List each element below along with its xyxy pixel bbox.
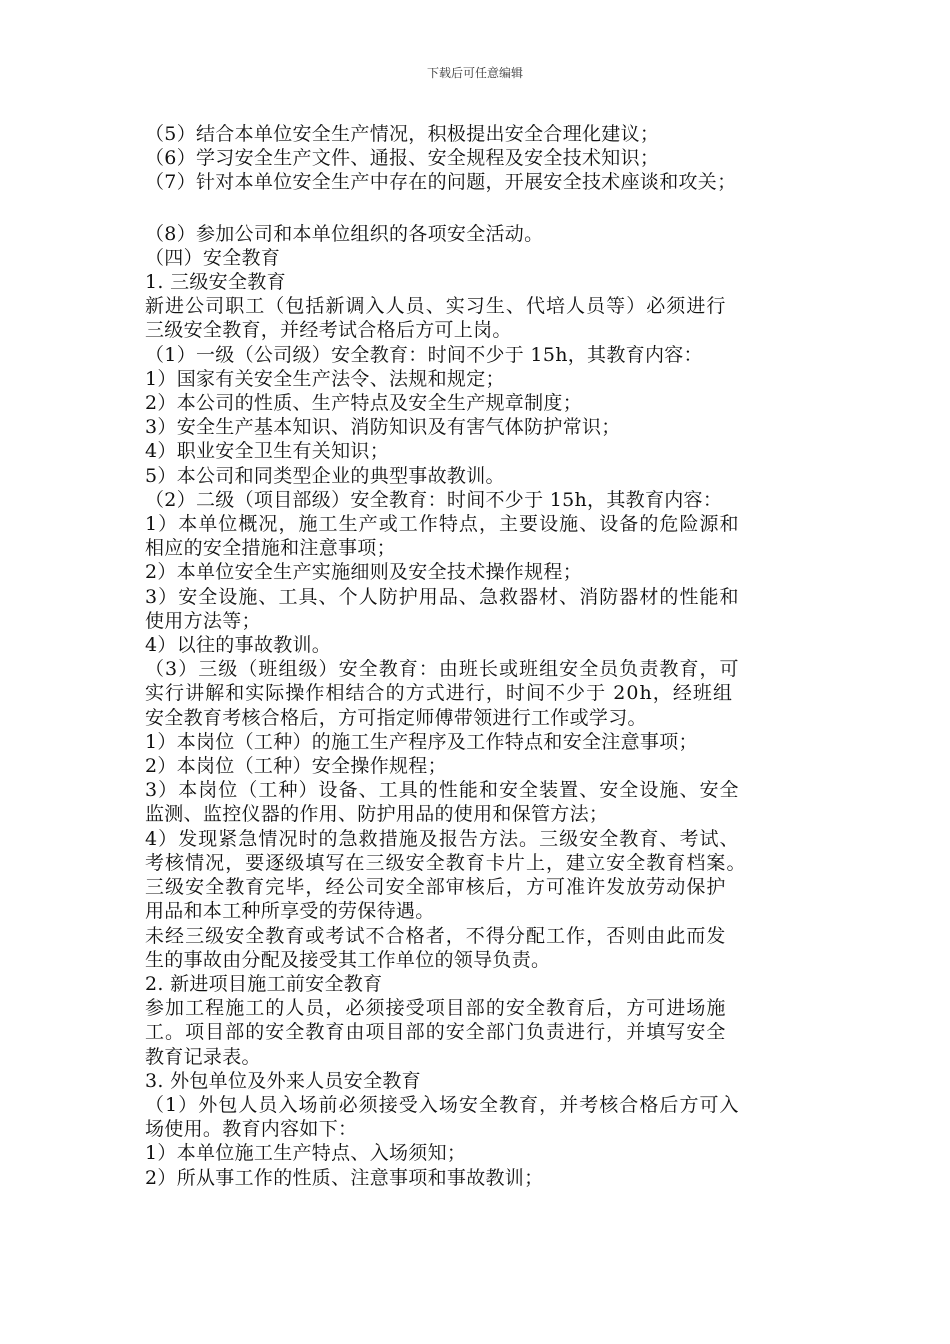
body-line: 新进公司职工（包括新调入人员、实习生、代培人员等）必须进行 bbox=[145, 295, 727, 318]
body-line: 实行讲解和实际操作相结合的方式进行，时间不少于 20h，经班组 bbox=[145, 682, 734, 705]
body-line: 生的事故由分配及接受其工作单位的领导负责。 bbox=[145, 948, 551, 971]
body-line: 考核情况，要逐级填写在三级安全教育卡片上，建立安全教育档案。 bbox=[145, 851, 747, 874]
list-item: 1）本岗位（工种）的施工生产程序及工作特点和安全注意事项； bbox=[145, 730, 698, 753]
list-item: 1）本单位施工生产特点、入场须知； bbox=[145, 1142, 467, 1165]
list-item: 2）本单位安全生产实施细则及安全技术操作规程； bbox=[145, 561, 582, 584]
list-item: 3）本岗位（工种）设备、工具的性能和安全装置、安全设施、安全 bbox=[145, 779, 740, 802]
list-item: 4）发现紧急情况时的急救措施及报告方法。三级安全教育、考试、 bbox=[145, 827, 740, 850]
body-line: （5）结合本单位安全生产情况，积极提出安全合理化建议； bbox=[145, 123, 660, 145]
body-line: 三级安全教育完毕，经公司安全部审核后，方可准许发放劳动保护 bbox=[145, 876, 727, 899]
body-line: 参加工程施工的人员，必须接受项目部的安全教育后，方可进场施 bbox=[145, 997, 727, 1020]
body-line: （2）二级（项目部级）安全教育：时间不少于 15h，其教育内容： bbox=[145, 488, 723, 511]
subsection-heading: 2. 新进项目施工前安全教育 bbox=[145, 972, 383, 995]
list-item: 1）本单位概况，施工生产或工作特点，主要设施、设备的危险源和 bbox=[145, 513, 740, 536]
list-item: 5）本公司和同类型企业的典型事故教训。 bbox=[145, 464, 505, 487]
list-item-continued: 使用方法等； bbox=[145, 609, 261, 632]
list-item-continued: 监测、监控仪器的作用、防护用品的使用和保管方法； bbox=[145, 803, 609, 826]
list-item-continued: 相应的安全措施和注意事项； bbox=[145, 537, 396, 560]
body-line: 工。项目部的安全教育由项目部的安全部门负责进行，并填写安全 bbox=[145, 1021, 727, 1044]
body-line: 用品和本工种所享受的劳保待遇。 bbox=[145, 900, 435, 923]
body-line: （6）学习安全生产文件、通报、安全规程及安全技术知识； bbox=[145, 147, 660, 170]
subsection-heading: 3. 外包单位及外来人员安全教育 bbox=[145, 1069, 421, 1092]
body-line: 安全教育考核合格后，方可指定师傅带领进行工作或学习。 bbox=[145, 706, 647, 729]
body-line: （1）外包人员入场前必须接受入场安全教育，并考核合格后方可入 bbox=[145, 1093, 740, 1116]
list-item: 3）安全生产基本知识、消防知识及有害气体防护常识； bbox=[145, 416, 621, 439]
list-item: 4）以往的事故教训。 bbox=[145, 634, 332, 657]
body-line: （3）三级（班组级）安全教育：由班长或班组安全员负责教育，可 bbox=[145, 658, 740, 681]
body-line: （1）一级（公司级）安全教育：时间不少于 15h，其教育内容： bbox=[145, 343, 703, 366]
list-item: 2）本岗位（工种）安全操作规程； bbox=[145, 755, 447, 778]
body-line: 未经三级安全教育或考试不合格者，不得分配工作，否则由此而发 bbox=[145, 924, 727, 947]
list-item: 4）职业安全卫生有关知识； bbox=[145, 440, 389, 463]
body-line: （8）参加公司和本单位组织的各项安全活动。 bbox=[145, 222, 544, 245]
body-line: （7）针对本单位安全生产中存在的问题，开展安全技术座谈和攻关； bbox=[145, 171, 737, 194]
subsection-heading: 1. 三级安全教育 bbox=[145, 271, 286, 294]
list-item: 2）本公司的性质、生产特点及安全生产规章制度； bbox=[145, 392, 582, 415]
paragraph-gap bbox=[145, 195, 825, 222]
body-line: 三级安全教育，并经考试合格后方可上岗。 bbox=[145, 319, 512, 342]
section-heading: （四）安全教育 bbox=[145, 246, 281, 269]
list-item: 2）所从事工作的性质、注意事项和事故教训； bbox=[145, 1166, 544, 1189]
document-body bbox=[145, 122, 825, 1190]
page-header: 下载后可任意编辑 bbox=[426, 66, 523, 80]
body-line: 教育记录表。 bbox=[145, 1045, 261, 1068]
list-item: 3）安全设施、工具、个人防护用品、急救器材、消防器材的性能和 bbox=[145, 585, 740, 608]
body-line: 场使用。教育内容如下： bbox=[145, 1118, 358, 1141]
list-item: 1）国家有关安全生产法令、法规和规定； bbox=[145, 367, 505, 390]
